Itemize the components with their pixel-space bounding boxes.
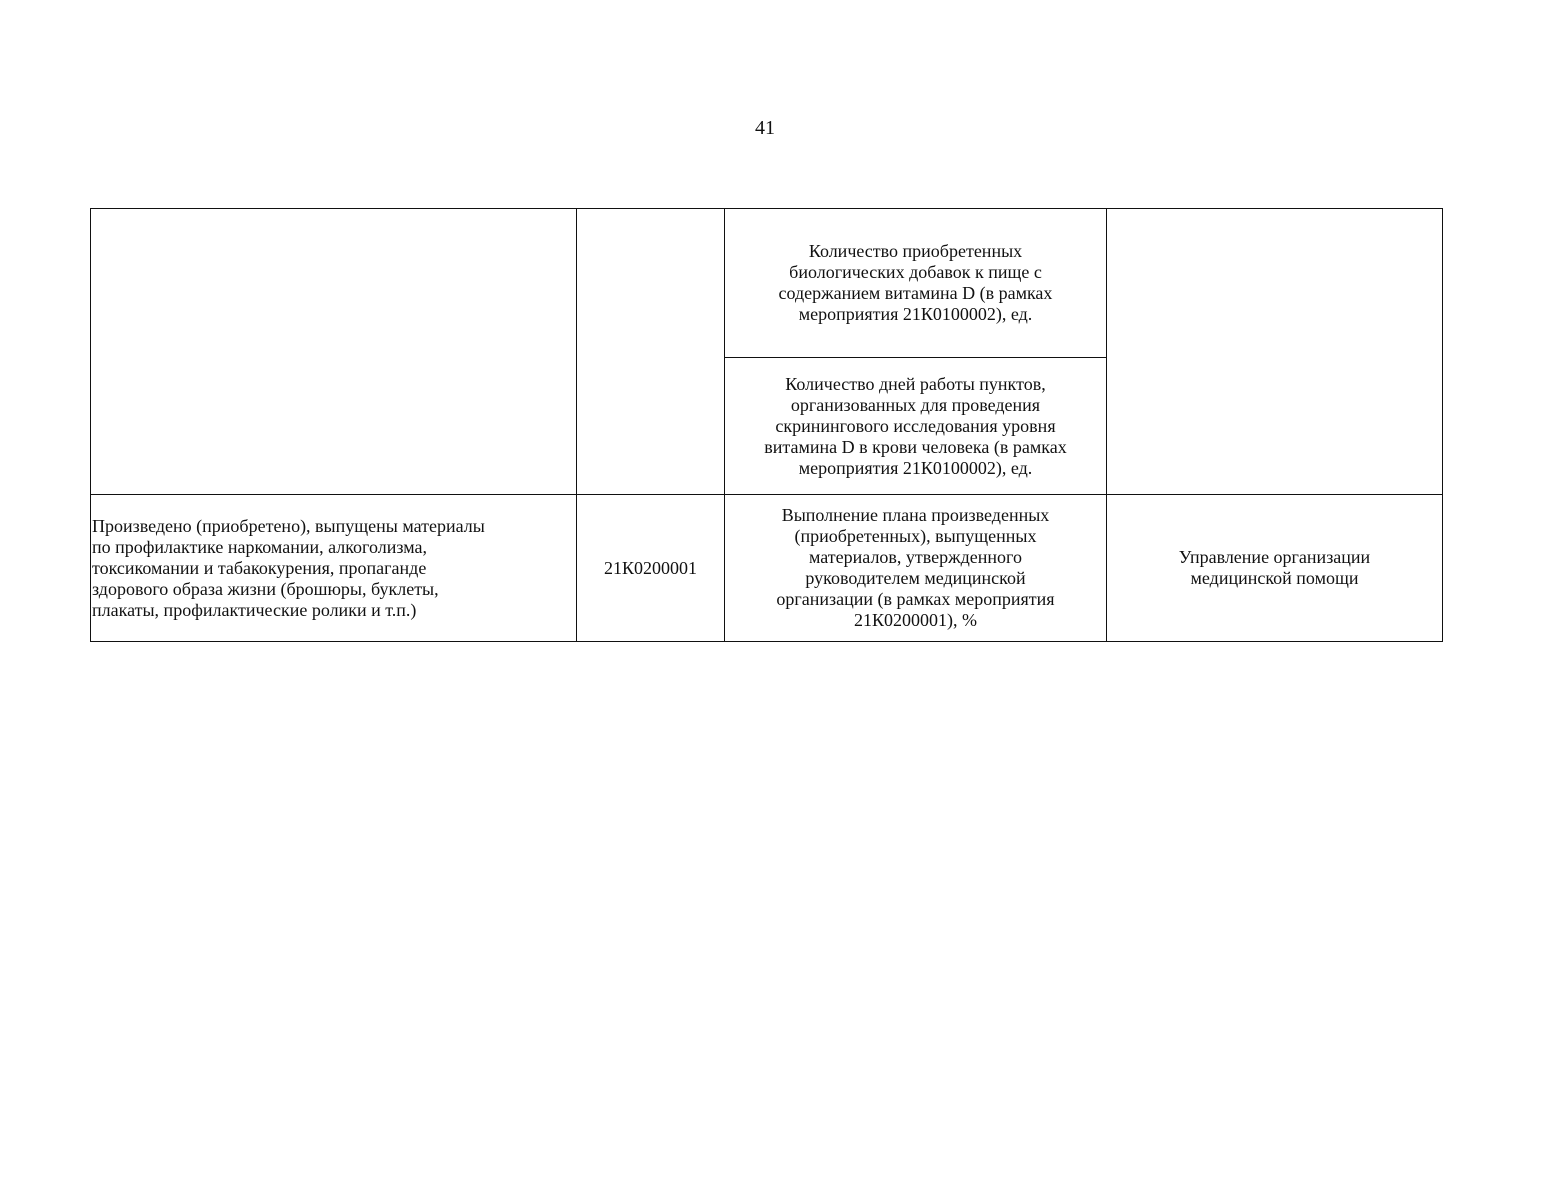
code-cell-empty: [577, 209, 725, 495]
responsible-cell-empty: [1107, 209, 1443, 495]
code-cell: 21К0200001: [577, 495, 725, 642]
event-cell-empty: [91, 209, 577, 495]
indicator-cell: Количество дней работы пунктов, организованных для проведения скринингового исследования уровня витамина D в крови человека (в рамках мероприятия 21К0100002), ед.: [725, 358, 1107, 495]
page-number: 41: [755, 117, 775, 139]
measures-table: [90, 208, 1443, 642]
indicator-cell: Выполнение плана произведенных (приобретенных), выпущенных материалов, утвержденного руководителем медицинской организации (в рамках мероприятия 21К0200001), %: [725, 495, 1107, 642]
event-cell: Произведено (приобретено), выпущены материалы по профилактике наркомании, алкоголизма, токсикомании и табакокурения, пропаганде здорового образа жизни (брошюры, буклеты, плакаты, профилактические ролики и т.п.): [91, 495, 577, 642]
responsible-cell: Управление организации медицинской помощи: [1107, 495, 1443, 642]
table-row: [91, 495, 1443, 642]
table-row: [91, 209, 1443, 358]
indicator-cell: Количество приобретенных биологических добавок к пище с содержанием витамина D (в рамках мероприятия 21К0100002), ед.: [725, 209, 1107, 358]
